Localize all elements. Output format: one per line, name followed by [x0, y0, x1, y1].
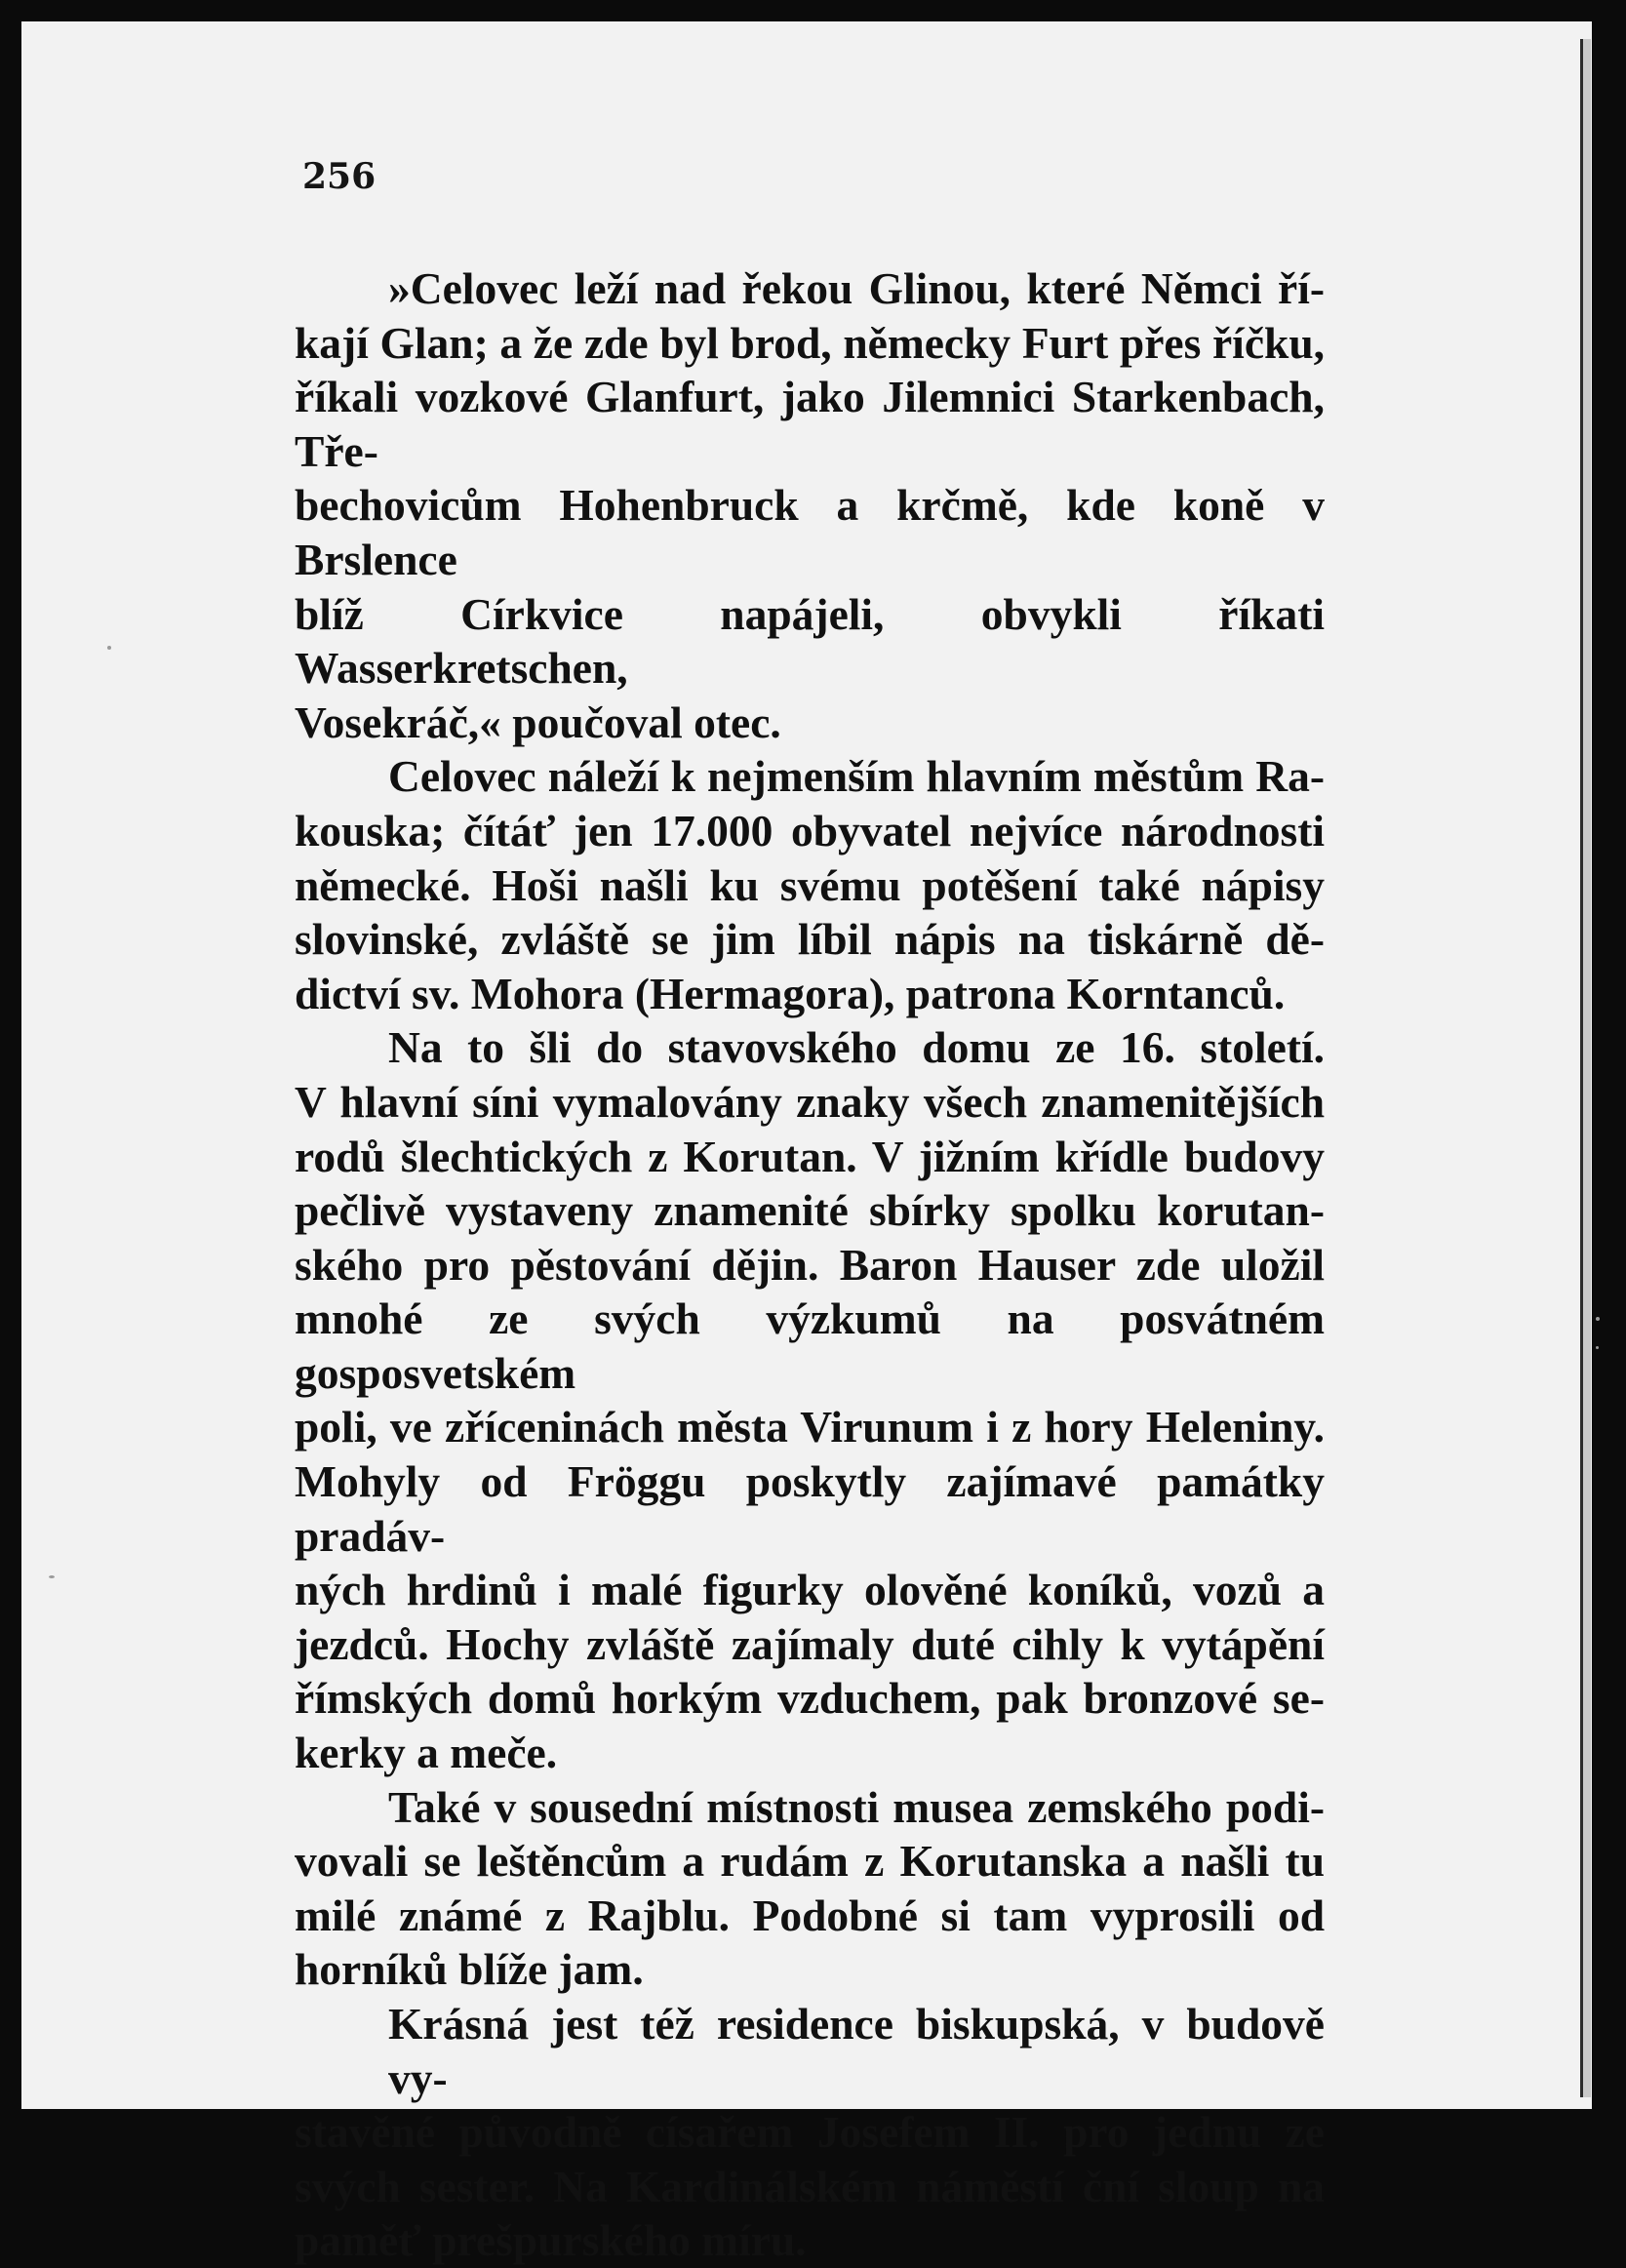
text-line: svých sester. Na Kardinálském náměstí ční sloup na [295, 2161, 1325, 2211]
text-line: vovali se leštěncům a rudám z Korutanska a našli tu [295, 1836, 1325, 1887]
page-number: 256 [302, 156, 377, 197]
paragraph [295, 1780, 1325, 1997]
dust-speck [49, 1575, 55, 1578]
text-line: Na to šli do stavovského domu ze 16. století. [388, 1022, 1325, 1073]
text-line: horníků blíže jam. [295, 1944, 644, 1995]
text-line: »Celovec leží nad řekou Glinou, které Němci ří- [388, 263, 1325, 313]
paragraph [295, 749, 1325, 1020]
text-line: V hlavní síni vymalovány znaky všech znamenitějších [295, 1076, 1325, 1127]
text-line: německé. Hoši našli ku svému potěšení také nápisy [295, 859, 1325, 910]
text-line: rodů šlechtických z Korutan. V jižním křídle budovy [295, 1131, 1325, 1181]
text-line: říkali vozkové Glanfurt, jako Jilemnici Starkenbach, Tře- [295, 372, 1325, 476]
dust-speck [1596, 1317, 1600, 1321]
text-line: ných hrdinů i malé figurky olověné koníků, vozů a [295, 1565, 1325, 1615]
text-line: Celovec náleží k nejmenším hlavním městům Ra- [388, 751, 1325, 802]
body-text [295, 261, 1325, 2268]
text-line: pečlivě vystaveny znamenité sbírky spolku korutan- [295, 1185, 1325, 1236]
dust-speck [1596, 1346, 1599, 1349]
text-line: ského pro pěstování dějin. Baron Hauser zde uložil [295, 1239, 1325, 1290]
text-line: kerky a meče. [295, 1728, 558, 1778]
text-line: mnohé ze svých výzkumů na posvátném gosposvetském [295, 1293, 1325, 1398]
text-line: Vosekráč,« poučoval otec. [295, 696, 781, 747]
text-line: jezdců. Hochy zvláště zajímaly duté cihly k vytápění [295, 1618, 1325, 1669]
text-line: blíž Církvice napájeli, obvykli říkati Wasserkretschen, [295, 588, 1325, 694]
paragraph [295, 261, 1325, 749]
text-line: Mohyly od Fröggu poskytly zajímavé památky pradáv- [295, 1456, 1325, 1561]
text-line: římských domů horkým vzduchem, pak bronzové se- [295, 1673, 1325, 1724]
text-line: paměť prešpurského míru. [295, 2215, 807, 2266]
paragraph [295, 1997, 1325, 2268]
text-line: poli, ve zříceninách města Virunum i z hory Heleniny. [295, 1402, 1325, 1452]
text-line: bechovicům Hohenbruck a krčmě, kde koně v Brslence [295, 480, 1325, 584]
text-line: kouska; čítáť jen 17.000 obyvatel nejvíce národnosti [295, 805, 1325, 855]
text-line: kají Glan; a že zde byl brod, německy Furt přes říčku, [295, 317, 1325, 368]
paragraph [295, 1020, 1325, 1779]
text-line: stavěné původně císařem Josefem II. pro jednu ze [295, 2107, 1325, 2158]
text-line: Krásná jest též residence biskupská, v budově vy- [388, 1999, 1325, 2103]
text-line: slovinské, zvláště se jim líbil nápis na tiskárně dě- [295, 914, 1325, 965]
page-edge-shadow [1580, 39, 1591, 2097]
text-line: milé známé z Rajblu. Podobné si tam vyprosili od [295, 1890, 1325, 1940]
dust-speck [107, 646, 111, 650]
text-line: Také v sousední místnosti musea zemského podi- [388, 1781, 1325, 1832]
text-line: dictví sv. Mohora (Hermagora), patrona Korntanců. [295, 968, 1286, 1018]
